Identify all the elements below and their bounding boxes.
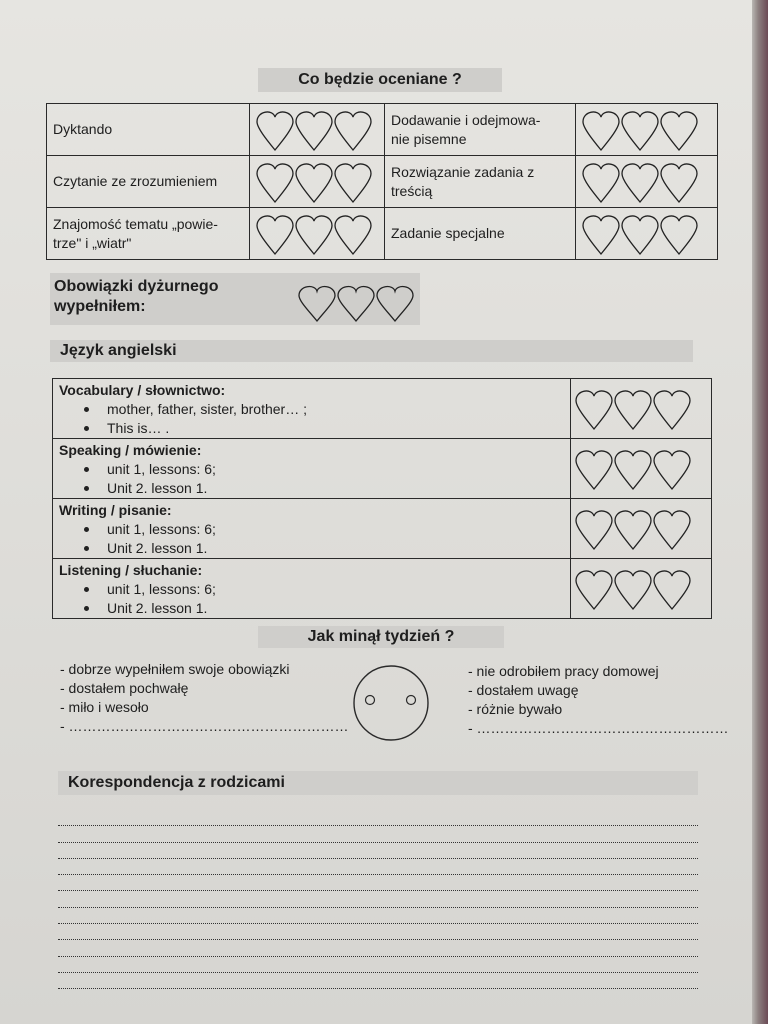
week-good-list (60, 660, 349, 736)
duty-label-line2: wypełniłem: (54, 298, 146, 315)
english-skill-row (53, 379, 712, 439)
english-table (52, 378, 712, 619)
grading-item-left: Dyktando (47, 104, 250, 156)
rating-hearts[interactable] (571, 439, 712, 499)
skill-bullet: mother, father, sister, brother… ; (59, 400, 564, 419)
page-edge (752, 0, 768, 1024)
writing-line[interactable] (58, 957, 698, 973)
skill-heading: Speaking / mówienie: (59, 442, 202, 458)
writing-line[interactable] (58, 891, 698, 907)
grading-item-left: Czytanie ze zrozumieniem (47, 156, 250, 208)
three-hearts-icon[interactable] (582, 211, 700, 257)
week-option: - …………………………………………………… (60, 718, 349, 734)
correspondence-lines[interactable] (58, 810, 698, 989)
three-hearts-icon[interactable] (582, 159, 700, 205)
rating-hearts-left[interactable] (250, 208, 385, 260)
rating-hearts[interactable] (571, 379, 712, 439)
duty-label-line1: Obowiązki dyżurnego (54, 278, 219, 295)
writing-line[interactable] (58, 924, 698, 940)
skill-bullet: Unit 2. lesson 1. (59, 599, 564, 618)
skill-heading: Vocabulary / słownictwo: (59, 382, 226, 398)
three-hearts-icon[interactable] (575, 446, 693, 492)
grading-table (46, 103, 718, 260)
english-skill-row (53, 439, 712, 499)
skill-bullet: unit 1, lessons: 6; (59, 460, 564, 479)
correspondence-title-text: Korespondencja z rodzicami (68, 774, 285, 791)
english-skill-row (53, 559, 712, 619)
rating-hearts[interactable] (571, 499, 712, 559)
week-option: - dostałem pochwałę (60, 680, 189, 696)
rating-hearts-right[interactable] (576, 156, 718, 208)
english-skill-row (53, 499, 712, 559)
three-hearts-icon[interactable] (575, 386, 693, 432)
english-skill-cell (53, 559, 571, 619)
week-option: - miło i wesoło (60, 699, 149, 715)
skill-bullet: unit 1, lessons: 6; (59, 520, 564, 539)
three-hearts-icon[interactable] (575, 506, 693, 552)
skill-heading: Writing / pisanie: (59, 502, 172, 518)
writing-line[interactable] (58, 826, 698, 842)
english-section-title (50, 340, 693, 362)
writing-line[interactable] (58, 940, 698, 956)
english-skill-cell (53, 379, 571, 439)
smiley-face-icon (352, 664, 430, 742)
skill-bullet: This is… . (59, 419, 564, 438)
three-hearts-icon[interactable] (256, 159, 374, 205)
skill-bullet: Unit 2. lesson 1. (59, 479, 564, 498)
writing-line[interactable] (58, 908, 698, 924)
week-option: - dostałem uwagę (468, 682, 579, 698)
week-option: - ……………………………………………… (468, 720, 729, 736)
week-title (258, 626, 504, 648)
grading-item-right: Rozwiązanie zadania z treścią (385, 156, 576, 208)
three-hearts-icon[interactable] (582, 107, 700, 153)
english-skill-cell (53, 439, 571, 499)
grading-row (47, 104, 718, 156)
writing-line[interactable] (58, 843, 698, 859)
rating-hearts-left[interactable] (250, 156, 385, 208)
duty-hearts (298, 282, 416, 324)
page-title-text: Co będzie oceniane ? (298, 71, 462, 88)
writing-line[interactable] (58, 875, 698, 891)
page-title (258, 68, 502, 92)
rating-hearts-left[interactable] (250, 104, 385, 156)
grading-item-right: Dodawanie i odejmowa- nie pisemne (385, 104, 576, 156)
rating-hearts-right[interactable] (576, 104, 718, 156)
rating-hearts-right[interactable] (576, 208, 718, 260)
skill-bullet: Unit 2. lesson 1. (59, 539, 564, 558)
skill-heading: Listening / słuchanie: (59, 562, 203, 578)
grading-row (47, 208, 718, 260)
rating-hearts[interactable] (571, 559, 712, 619)
grading-item-left: Znajomość tematu „powie- trze" i „wiatr" (47, 208, 250, 260)
skill-bullet: unit 1, lessons: 6; (59, 580, 564, 599)
writing-line[interactable] (58, 859, 698, 875)
english-skill-cell (53, 499, 571, 559)
three-hearts-icon[interactable] (256, 211, 374, 257)
grading-item-right: Zadanie specjalne (385, 208, 576, 260)
three-hearts-icon[interactable] (575, 566, 693, 612)
three-hearts-icon[interactable] (298, 282, 416, 324)
grading-row (47, 156, 718, 208)
week-bad-list (468, 662, 729, 738)
english-title-text: Język angielski (60, 342, 177, 359)
correspondence-title (58, 771, 698, 795)
week-option: - różnie bywało (468, 701, 563, 717)
duty-label-band (50, 273, 420, 325)
week-title-text: Jak minął tydzień ? (307, 628, 455, 645)
week-option: - nie odrobiłem pracy domowej (468, 663, 659, 679)
week-option: - dobrze wypełniłem swoje obowiązki (60, 661, 290, 677)
writing-line[interactable] (58, 973, 698, 989)
writing-line[interactable] (58, 810, 698, 826)
three-hearts-icon[interactable] (256, 107, 374, 153)
